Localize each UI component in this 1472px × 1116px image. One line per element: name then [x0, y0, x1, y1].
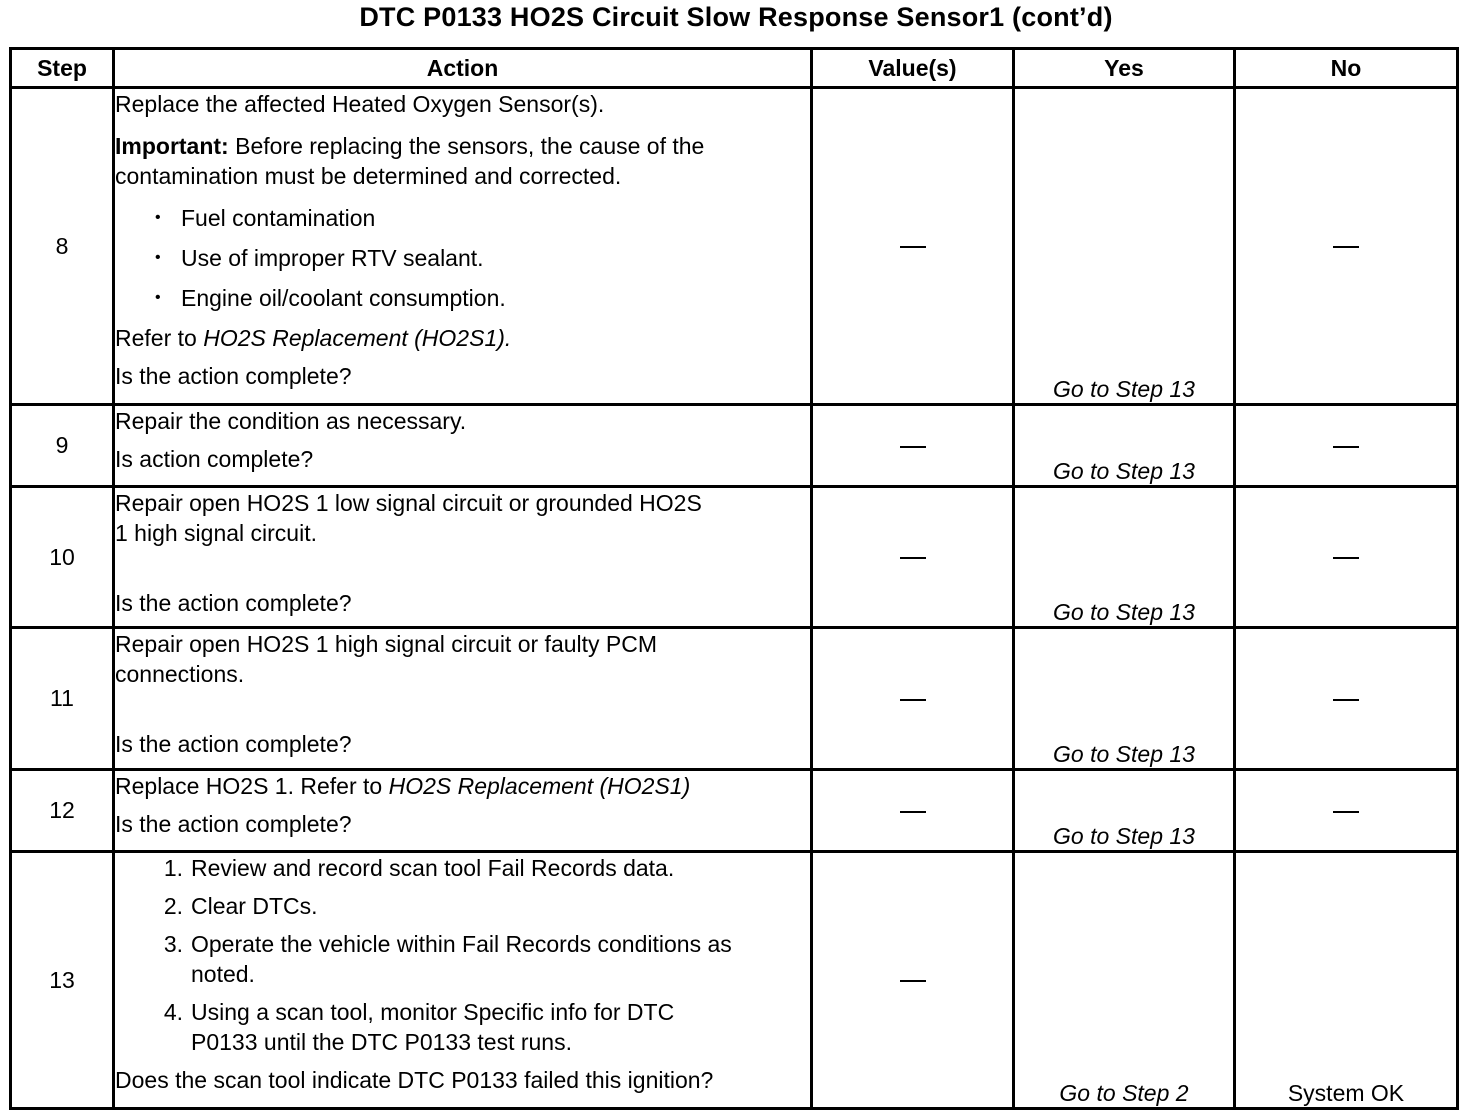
refer-line: [115, 323, 810, 353]
header-step: Step: [11, 49, 114, 88]
dash: [1333, 246, 1359, 248]
dash: [1333, 446, 1359, 448]
dash: [1333, 699, 1359, 701]
no-cell: System OK: [1235, 852, 1458, 1109]
list-item: 4. Using a scan tool, monitor Specific info for DTC P0133 until the DTC P0133 test runs.: [163, 999, 675, 1055]
page-title: DTC P0133 HO2S Circuit Slow Response Sensor1 (cont’d): [359, 2, 1113, 32]
action-text: [115, 771, 810, 801]
yes-cell: Go to Step 2: [1014, 852, 1235, 1109]
list-item: • Fuel contamination: [155, 203, 810, 233]
action-question: Is the action complete?: [115, 590, 352, 616]
no-cell: [1235, 405, 1458, 487]
table-row-step-9: [11, 405, 1458, 487]
table-row-step-10: [11, 487, 1458, 628]
step-number: 10: [11, 487, 114, 628]
refer-prefix: Refer to: [115, 325, 204, 351]
action-question: Is the action complete?: [115, 811, 352, 837]
table-row-step-12: [11, 770, 1458, 852]
action-cell: [114, 852, 812, 1109]
header-values: Value(s): [812, 49, 1014, 88]
table-row-step-8: [11, 88, 1458, 405]
step-number: 9: [11, 405, 114, 487]
step-number: 12: [11, 770, 114, 852]
dash: [900, 811, 926, 813]
dash: [900, 980, 926, 982]
list-item: 3. Operate the vehicle within Fail Records conditions as noted.: [163, 931, 732, 987]
header-yes: Yes: [1014, 49, 1235, 88]
action-text: Repair open HO2S 1 low signal circuit or grounded HO2S 1 high signal circuit.: [115, 490, 702, 546]
yes-cell: Go to Step 13: [1014, 628, 1235, 770]
value-cell: [812, 487, 1014, 628]
step-number: 8: [11, 88, 114, 405]
no-cell: [1235, 88, 1458, 405]
refer-link: HO2S Replacement (HO2S1).: [203, 325, 512, 351]
action-question: Does the scan tool indicate DTC P0133 failed this ignition?: [115, 1067, 714, 1093]
action-text: Repair open HO2S 1 high signal circuit or faulty PCM connections.: [115, 631, 658, 687]
action-cell: [114, 487, 812, 628]
action-text: Repair the condition as necessary.: [115, 408, 467, 434]
refer-link: HO2S Replacement (HO2S1): [388, 773, 691, 799]
action-question: Is the action complete?: [115, 731, 352, 757]
bullet-list: [115, 203, 810, 313]
list-item: • Use of improper RTV sealant.: [155, 243, 810, 273]
dash: [900, 699, 926, 701]
numbered-list: [115, 853, 810, 1057]
list-item: 1. Review and record scan tool Fail Records data.: [163, 855, 675, 881]
value-cell: [812, 88, 1014, 405]
no-cell: [1235, 628, 1458, 770]
yes-cell: Go to Step 13: [1014, 88, 1235, 405]
no-cell: [1235, 770, 1458, 852]
yes-cell: Go to Step 13: [1014, 487, 1235, 628]
header-no: No: [1235, 49, 1458, 88]
action-cell: [114, 628, 812, 770]
diagnostic-table: [9, 47, 1459, 1110]
no-cell: [1235, 487, 1458, 628]
action-question: Is the action complete?: [115, 363, 352, 389]
value-cell: [812, 852, 1014, 1109]
dash: [900, 446, 926, 448]
value-cell: [812, 628, 1014, 770]
action-prefix: Replace HO2S 1. Refer to: [115, 773, 389, 799]
header-action: Action: [114, 49, 812, 88]
yes-cell: Go to Step 13: [1014, 770, 1235, 852]
dash: [1333, 811, 1359, 813]
action-cell: [114, 770, 812, 852]
table-row-step-11: [11, 628, 1458, 770]
list-item: • Engine oil/coolant consumption.: [155, 283, 810, 313]
step-number: 11: [11, 628, 114, 770]
dash: [900, 246, 926, 248]
header-row: [11, 49, 1458, 88]
important-label: Important:: [115, 133, 229, 159]
important-text: Before replacing the sensors, the cause of the contamination must be determined and corrected.: [115, 133, 705, 189]
yes-cell: Go to Step 13: [1014, 405, 1235, 487]
value-cell: [812, 405, 1014, 487]
action-cell: [114, 405, 812, 487]
action-text: Replace the affected Heated Oxygen Sensor(s).: [115, 91, 605, 117]
table-row-step-13: [11, 852, 1458, 1109]
step-number: 13: [11, 852, 114, 1109]
list-item: 2. Clear DTCs.: [163, 893, 318, 919]
important-note: [115, 131, 810, 191]
dash: [900, 557, 926, 559]
action-cell: [114, 88, 812, 405]
action-question: Is action complete?: [115, 446, 314, 472]
value-cell: [812, 770, 1014, 852]
dash: [1333, 557, 1359, 559]
